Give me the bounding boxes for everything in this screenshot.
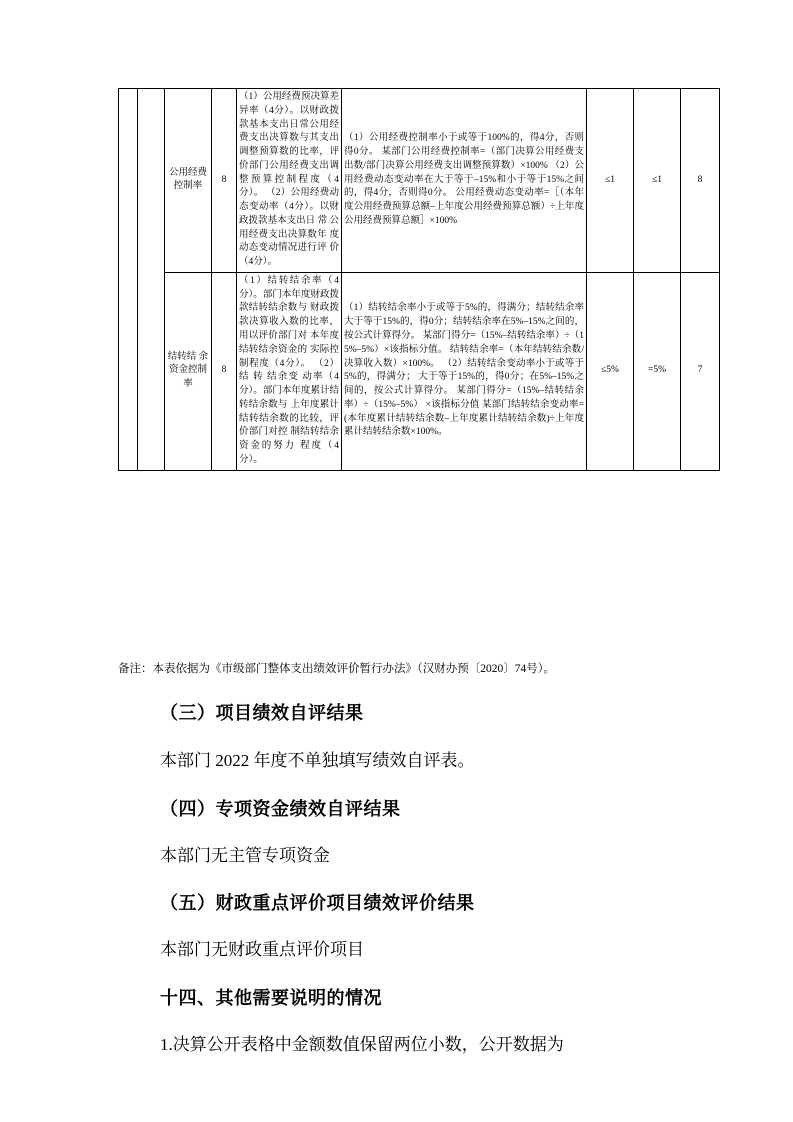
main-section-paragraph: 1.决算公开表格中金额数值保留两位小数，公开数据为: [160, 1035, 564, 1054]
section-heading-5: （五）财政重点评价项目绩效评价结果: [160, 893, 475, 913]
section-heading-4: （四）专项资金绩效自评结果: [160, 799, 401, 819]
section-paragraph-4: 本部门无主管专项资金: [160, 846, 330, 865]
cell-final-score: 8: [681, 89, 720, 273]
section-heading-3: （三）项目绩效自评结果: [160, 703, 364, 723]
cell-target-value: ≤1: [587, 89, 634, 273]
cell-scoring-rule: （1）结转结余率小于或等于5%的，得满分；结转结余率大于等于15%的，得0分；结转结余率在5%–15%之间的，按公式计算得分。 某部门得分=（15%–结转结余率）÷（15%–5%）×该指标分值。 结转结余率=（本年结转结余数/决算收入数）×100%。 （2）结转结余变动率小于或等于5%的，得满分； 大于等于15%的，得0分；在5%–15%之间的，按公式计算得分。 某部门得分=（15%–结转结余率）÷（15%–5%） ×该指标分值 某部门结转结余变动率=(本年度累计结转结余数–上年度累计结转结余数)÷上年度累计结转结余数×100%。: [342, 272, 587, 470]
perf-table: [118, 88, 720, 471]
cell-target-value: ≤5%: [587, 272, 634, 470]
cell-scoring-rule: （1）公用经费控制率小于或等于100%的，得4分，否则得0分。 某部门公用经费控制率=（部门决算公用经费支出数/部门决算公用经费支出调整预算数）×100% （2）公用经费动态变动率在大于等于–15%和小于等于15%之间的，得4分，否则得0分。 公用经费动态变动率=［（本年度公用经费预算总额–上年度公用经费预算总额）÷上年度公用经费预算总额］×100%: [342, 89, 587, 273]
cell-indicator-score: 8: [212, 89, 237, 273]
cell-final-score: 7: [681, 272, 720, 470]
table-row: [119, 272, 720, 470]
table-footnote: 备注：本表依据为《市级部门整体支出绩效评价暂行办法》（汉财办预〔2020〕74号）。: [118, 663, 555, 675]
cell-indicator-desc: （1）结转结余率（4分）。部门本年度财政拨款结转结余数与 财政拨款决算收入数的比率，用以评价部门对 本年度结转结余资金的 实际控制程度（4分）。 （2）结 转 结余变 动率（4分）。部门本年度累计结转结余数与 上年度累计结转结余数的比较，评价部门对控 制结转结余资金的努力 程度（4分）。: [237, 272, 342, 470]
cell-indicator-name: 结转结 余 资金控制率: [165, 272, 212, 470]
cell-actual-value: ≤1: [634, 89, 681, 273]
cell-indicator-score: 8: [212, 272, 237, 470]
main-section-heading: 十四、其他需要说明的情况: [160, 988, 382, 1008]
cell-indicator-desc: （1）公用经费预决算差异率（4分）。以财政拨款基本支出日常公用经费支出决算数与其支出调整预算数的比率，评价部门公用经费支出调整预算控制程度（4分）。 （2）公用经费动 态变动率（4分）。以财政拨款基本支出日 常 公用经费支出决算数年 度动态变动情况进行评 价（4分）。: [237, 89, 342, 273]
section-paragraph-3: 本部门 2022 年度不单独填写绩效自评表。: [160, 751, 475, 770]
section-paragraph-5: 本部门无财政重点评价项目: [160, 940, 364, 959]
cell-sub-category: [138, 89, 165, 471]
cell-indicator-name: 公用经费控制率: [165, 89, 212, 273]
performance-indicator-table: [118, 88, 703, 471]
table-row: [119, 89, 720, 273]
cell-outer-category: [119, 89, 138, 471]
cell-actual-value: =5%: [634, 272, 681, 470]
